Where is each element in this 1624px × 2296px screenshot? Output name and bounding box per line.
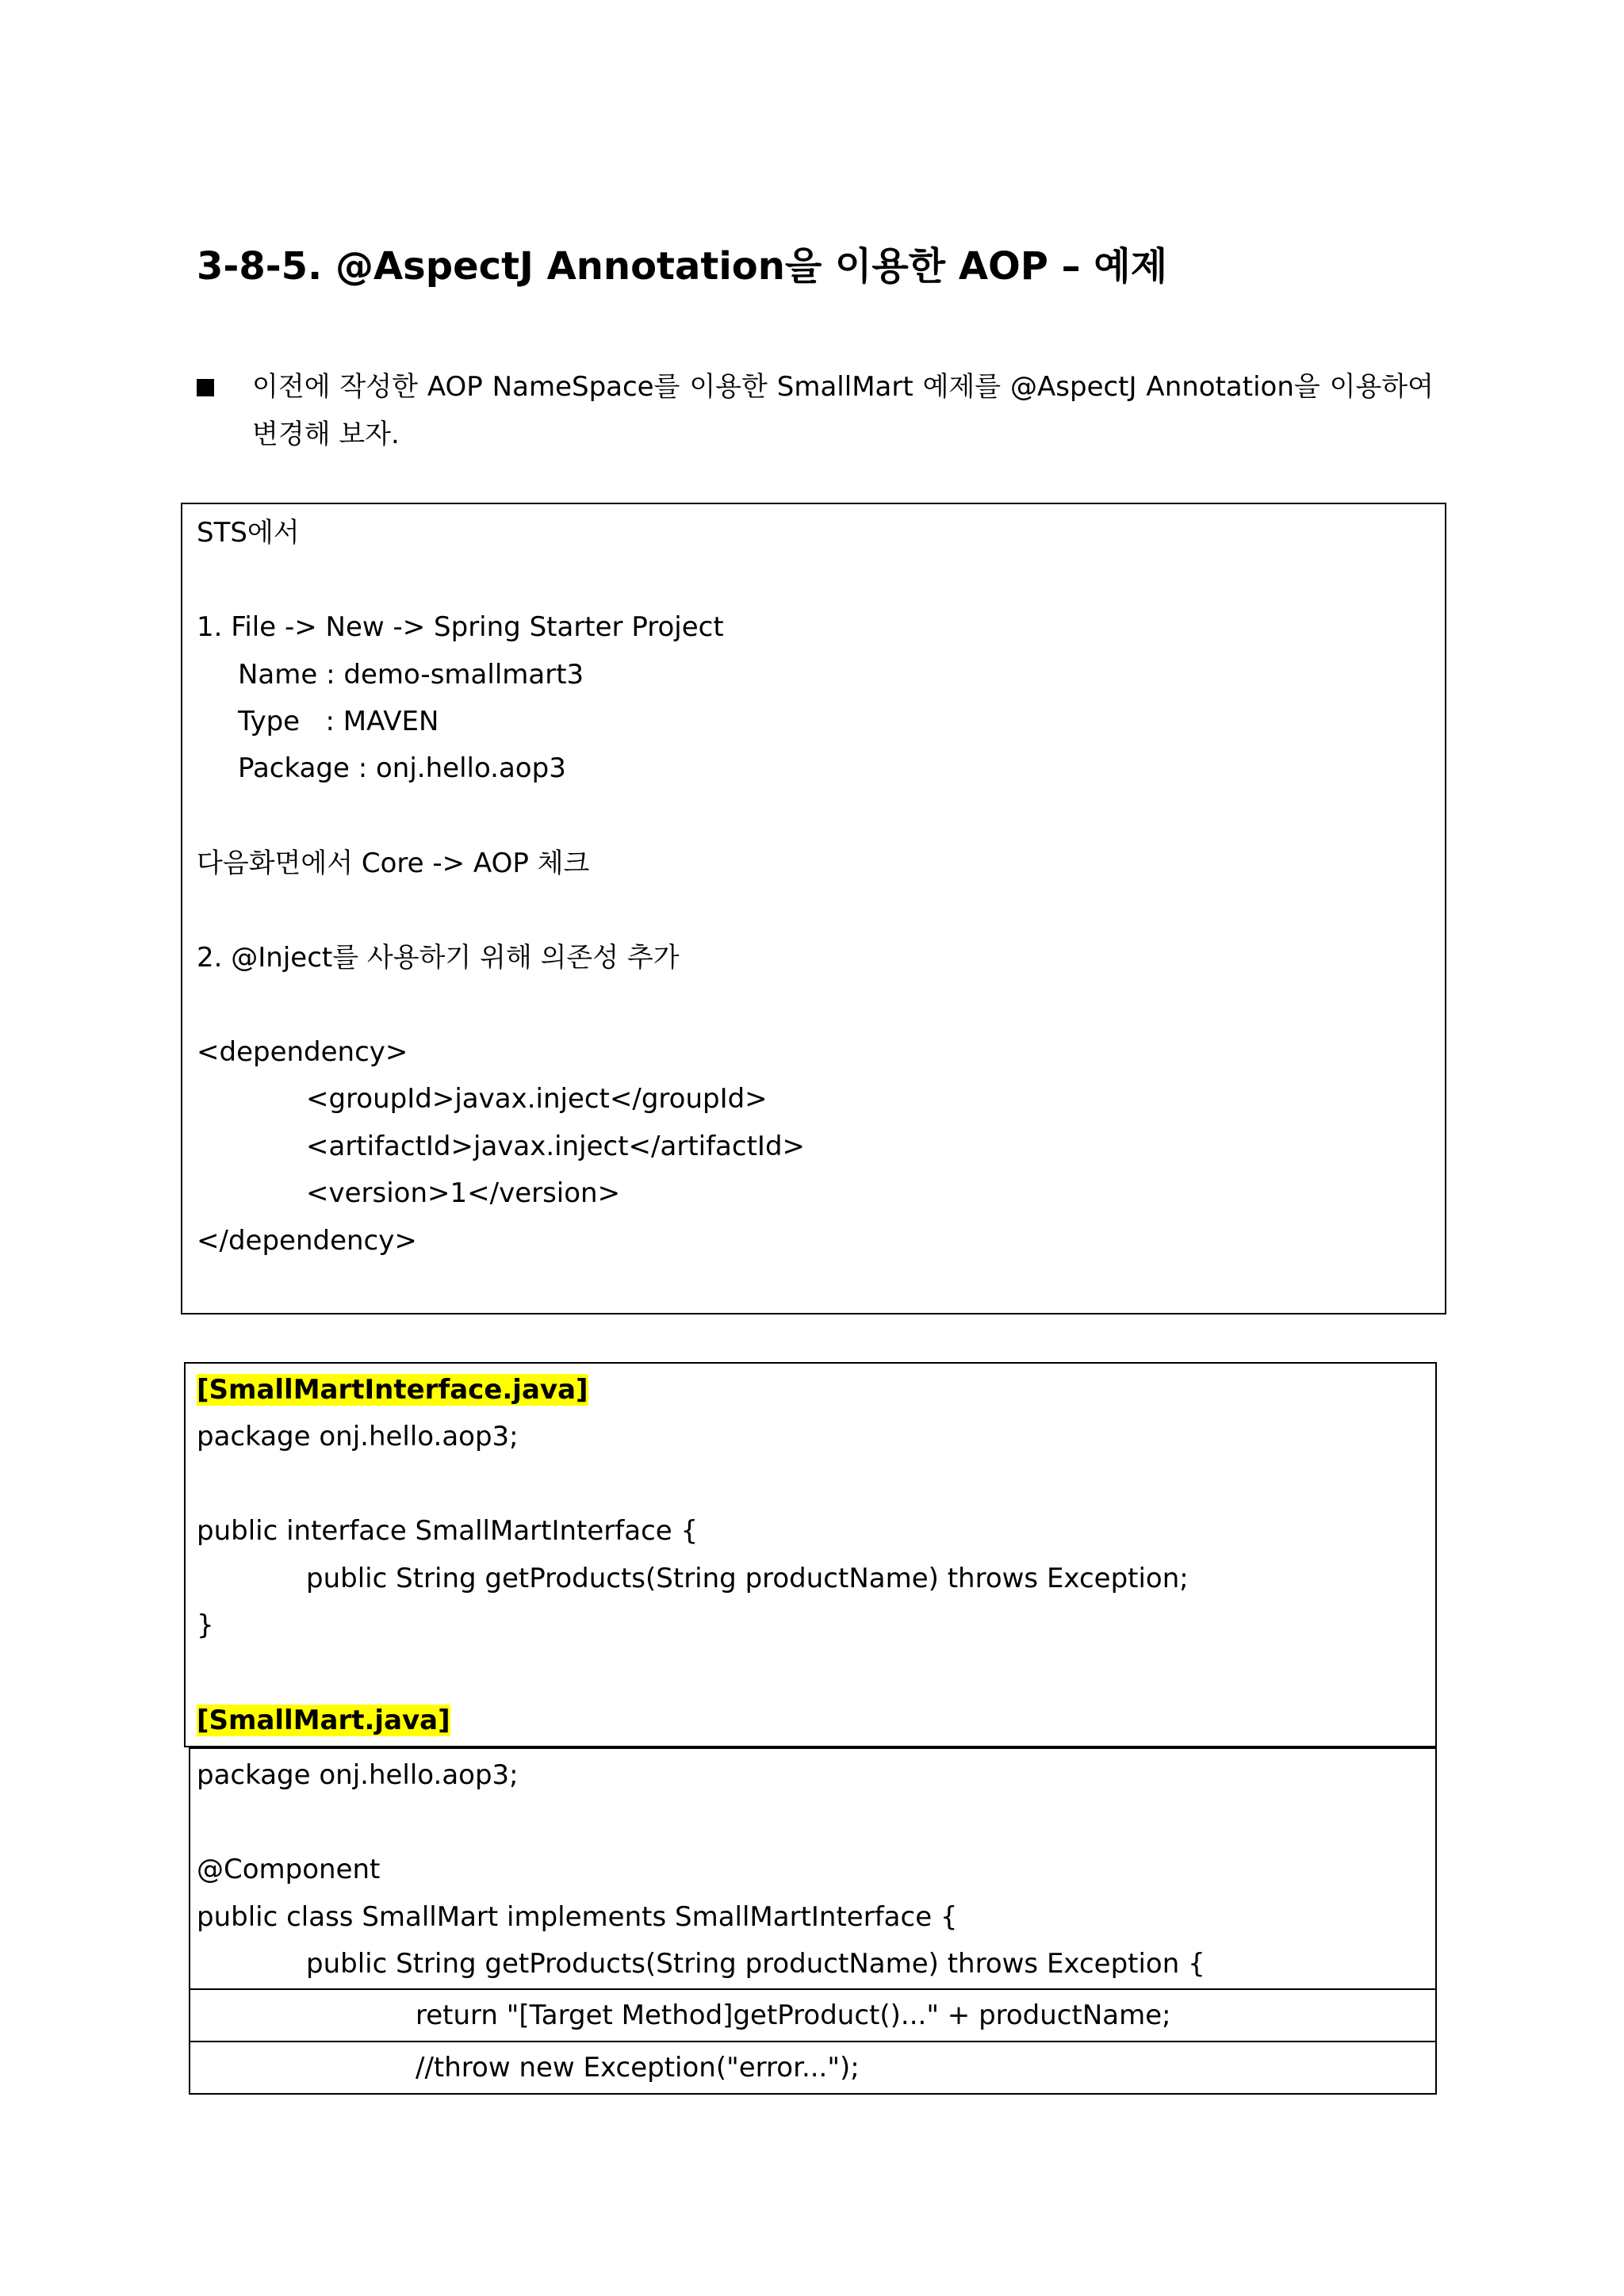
square-bullet-icon [197,379,214,396]
table-row-divider [189,1988,1437,1990]
setup-line: 2. @Inject를 사용하기 위해 의존성 추가 [197,942,680,974]
code-line: package onj.hello.aop3; [197,1421,519,1452]
code-line: public String getProducts(String productName) throws Exception; [306,1563,1189,1594]
code-line: return "[Target Method]getProduct()..." + productName; [416,1999,1171,2031]
setup-line: STS에서 [197,517,300,549]
section-heading: 3-8-5. @AspectJ Annotation을 이용한 AOP – 예제 [197,244,1168,289]
intro-bullet [197,363,1434,458]
setup-line: 1. File -> New -> Spring Starter Project [197,611,724,643]
code-line: public class SmallMart implements SmallMartInterface { [197,1901,958,1933]
file-label-highlight: [SmallMart.java] [197,1705,450,1736]
setup-line: </dependency> [197,1225,417,1257]
intro-text: 이전에 작성한 AOP NameSpace를 이용한 SmallMart 예제를 @AspectJ Annotation을 이용하여 변경해 보자. [252,371,1434,450]
file-label [197,1698,450,1743]
code-line: //throw new Exception("error..."); [416,2052,860,2084]
setup-line: <artifactId>javax.inject</artifactId> [306,1131,806,1162]
code-line: @Component [197,1854,381,1885]
file-label-highlight: [SmallMartInterface.java] [197,1374,588,1406]
code-line: public String getProducts(String productName) throws Exception { [306,1948,1205,1980]
table-row-divider [189,2041,1437,2042]
setup-line: 다음화면에서 Core -> AOP 체크 [197,848,590,879]
code-line: package onj.hello.aop3; [197,1759,519,1791]
setup-line: <version>1</version> [306,1177,621,1209]
setup-line: Package : onj.hello.aop3 [238,752,566,784]
setup-line: Name : demo-smallmart3 [238,659,584,691]
code-line: public interface SmallMartInterface { [197,1515,699,1547]
setup-line: <dependency> [197,1036,408,1068]
setup-line: <groupId>javax.inject</groupId> [306,1083,768,1115]
setup-line: Type : MAVEN [238,706,439,737]
code-line: } [197,1609,214,1641]
file-label [197,1368,588,1412]
